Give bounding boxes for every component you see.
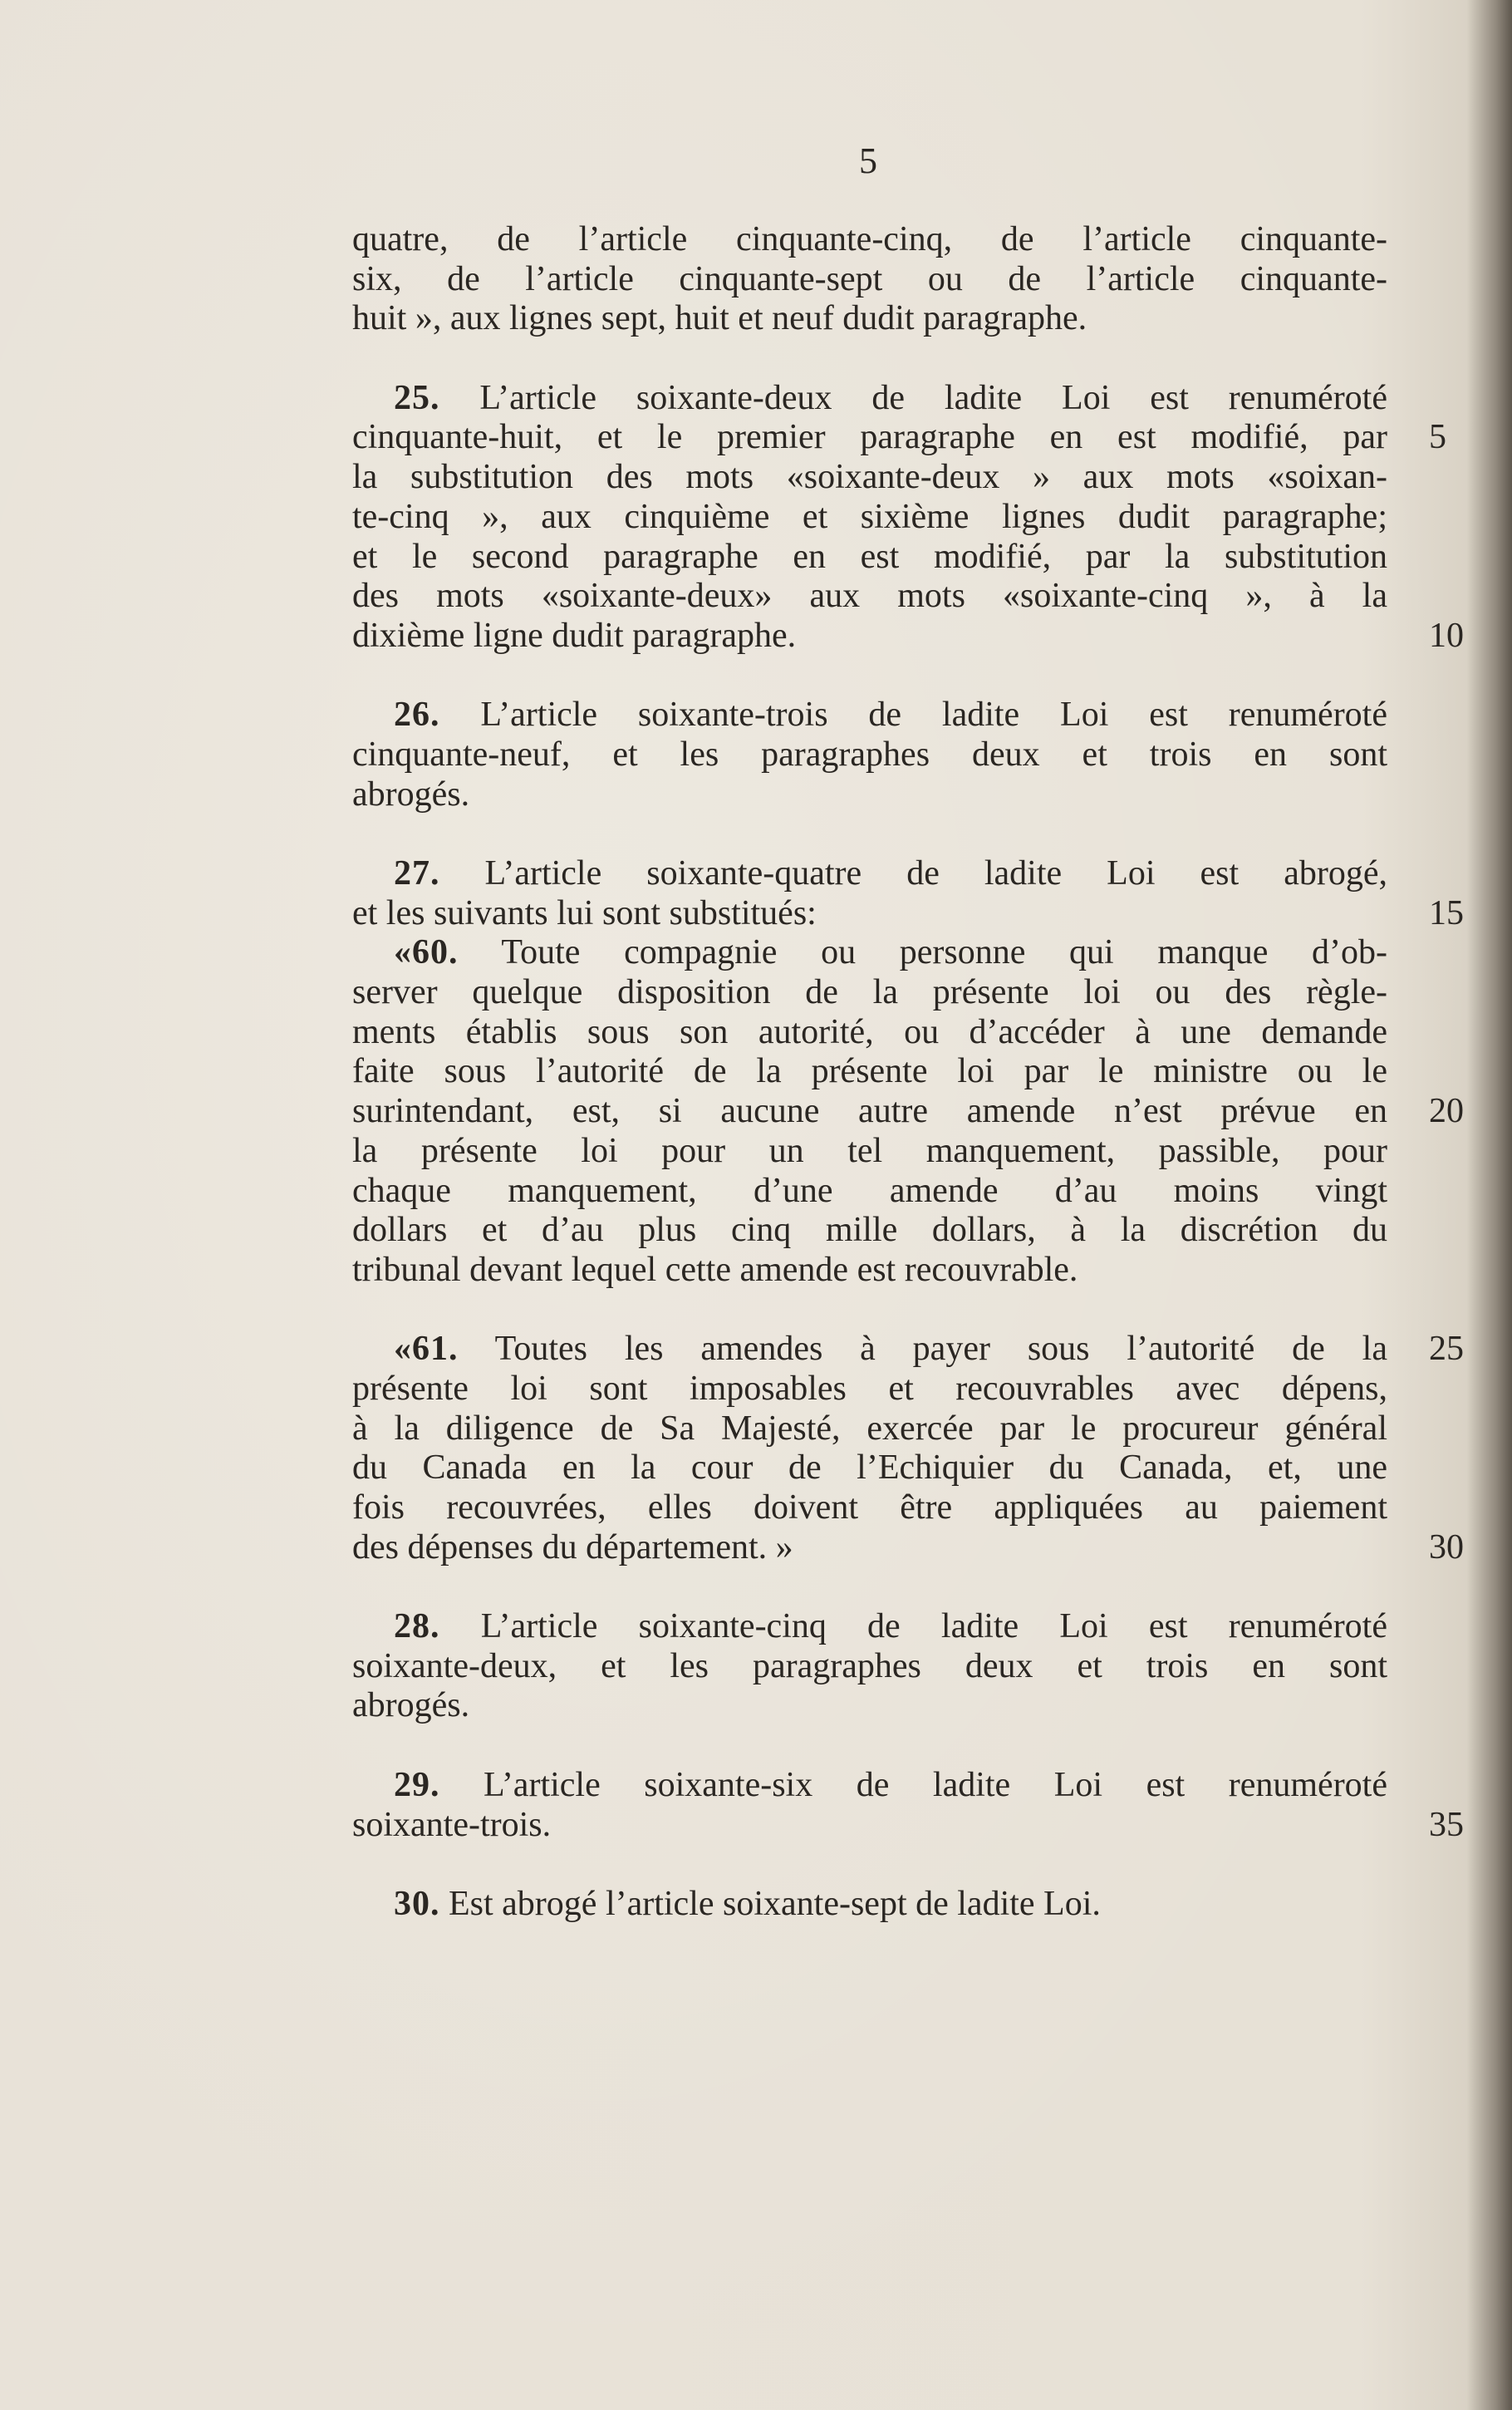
text-line: quatre, de l’article cinquante-cinq, de l’article cinquante- (352, 220, 1387, 258)
text-line: abrogés. (352, 775, 470, 814)
paragraph-continuation (352, 220, 1387, 339)
margin-line-number: 35 (1429, 1805, 1464, 1844)
text-block (352, 220, 1464, 1925)
section-number: «60. (394, 933, 459, 972)
text-line: «60. Toute compagnie ou personne qui manque d’ob- (394, 933, 1387, 972)
text-line: présente loi sont imposables et recouvrables avec dépens, (352, 1369, 1387, 1408)
margin-line-number: 25 (1429, 1330, 1464, 1369)
paragraph-section-28 (352, 1607, 1387, 1726)
section-number: 27. (394, 854, 440, 893)
text-line: 27. L’article soixante-quatre de ladite Loi est abrogé, (394, 854, 1387, 893)
text-line: fois recouvrées, elles doivent être appliquées au paiement (352, 1488, 1387, 1527)
margin-line-number: 10 (1429, 616, 1464, 655)
paragraph-section-27 (352, 854, 1464, 933)
page-number: 5 (859, 140, 877, 181)
paragraph-section-30 (352, 1885, 1387, 1925)
text-line: des mots «soixante-deux» aux mots «soixante-cinq », à la (352, 577, 1387, 616)
text-line: six, de l’article cinquante-sept ou de l’article cinquante- (352, 259, 1387, 298)
text-line: soixante-deux, et les paragraphes deux et trois en sont (352, 1646, 1387, 1685)
text-line: dixième ligne dudit paragraphe. 10 (352, 617, 1387, 657)
margin-line-number: 30 (1429, 1527, 1464, 1566)
text-line: soixante-trois. 35 (352, 1806, 1387, 1846)
text-line: à la diligence de Sa Majesté, exercée par le procureur général (352, 1409, 1387, 1448)
margin-line-number: 20 (1429, 1092, 1464, 1131)
text-line: et le second paragraphe en est modifié, par la substitution (352, 537, 1387, 576)
text-line: 28. L’article soixante-cinq de ladite Loi est renuméroté (394, 1607, 1387, 1646)
text-line: «61. Toutes les amendes à payer sous l’autorité de la 25 (352, 1330, 1387, 1370)
text-line: chaque manquement, d’une amende d’au moins vingt (352, 1171, 1387, 1210)
text-line: la substitution des mots «soixante-deux » aux mots «soixan- (352, 458, 1387, 497)
text-line: huit », aux lignes sept, huit et neuf dudit paragraphe. (352, 299, 1087, 338)
section-number: «61. (394, 1330, 459, 1369)
paragraph-section-29 (352, 1765, 1464, 1845)
text-line: te-cinq », aux cinquième et sixième lignes dudit paragraphe; (352, 497, 1387, 536)
text-line: tribunal devant lequel cette amende est recouvrable. (352, 1250, 1078, 1289)
margin-line-number: 5 (1429, 418, 1446, 457)
paragraph-section-61 (352, 1330, 1464, 1567)
paragraph-section-26 (352, 696, 1387, 814)
text-line: 29. L’article soixante-six de ladite Loi est renuméroté (394, 1765, 1387, 1804)
text-line: server quelque disposition de la présente loi ou des règle- (352, 973, 1387, 1012)
text-line: du Canada en la cour de l’Echiquier du Canada, et, une (352, 1448, 1387, 1488)
section-number: 28. (394, 1607, 440, 1646)
text-line: 30. Est abrogé l’article soixante-sept de ladite Loi. (394, 1884, 1101, 1923)
text-line: des dépenses du département. » 30 (352, 1528, 1387, 1568)
text-line: faite sous l’autorité de la présente loi par le ministre ou le (352, 1052, 1387, 1091)
text-line: abrogés. (352, 1686, 470, 1725)
paragraph-section-25 (352, 378, 1464, 657)
section-number: 29. (394, 1765, 440, 1804)
text-line: cinquante-neuf, et les paragraphes deux et trois en sont (352, 735, 1387, 774)
section-number: 30. (394, 1884, 440, 1923)
text-line: 26. L’article soixante-trois de ladite Loi est renuméroté (394, 696, 1387, 735)
text-line: surintendant, est, si aucune autre amende n’est prévue en 20 (352, 1092, 1387, 1132)
paragraph-section-60 (352, 933, 1464, 1290)
text-line: 25. L’article soixante-deux de ladite Loi est renuméroté (394, 378, 1387, 417)
text-line: cinquante-huit, et le premier paragraphe en est modifié, par 5 (352, 418, 1387, 458)
section-number: 26. (394, 696, 440, 735)
section-number: 25. (394, 378, 440, 417)
text-line: la présente loi pour un tel manquement, passible, pour (352, 1131, 1387, 1170)
margin-line-number: 15 (1429, 893, 1464, 932)
text-line: dollars et d’au plus cinq mille dollars, à la discrétion du (352, 1211, 1387, 1250)
text-line: et les suivants lui sont substitués: 15 (352, 894, 1387, 934)
text-line: ments établis sous son autorité, ou d’accéder à une demande (352, 1012, 1387, 1051)
